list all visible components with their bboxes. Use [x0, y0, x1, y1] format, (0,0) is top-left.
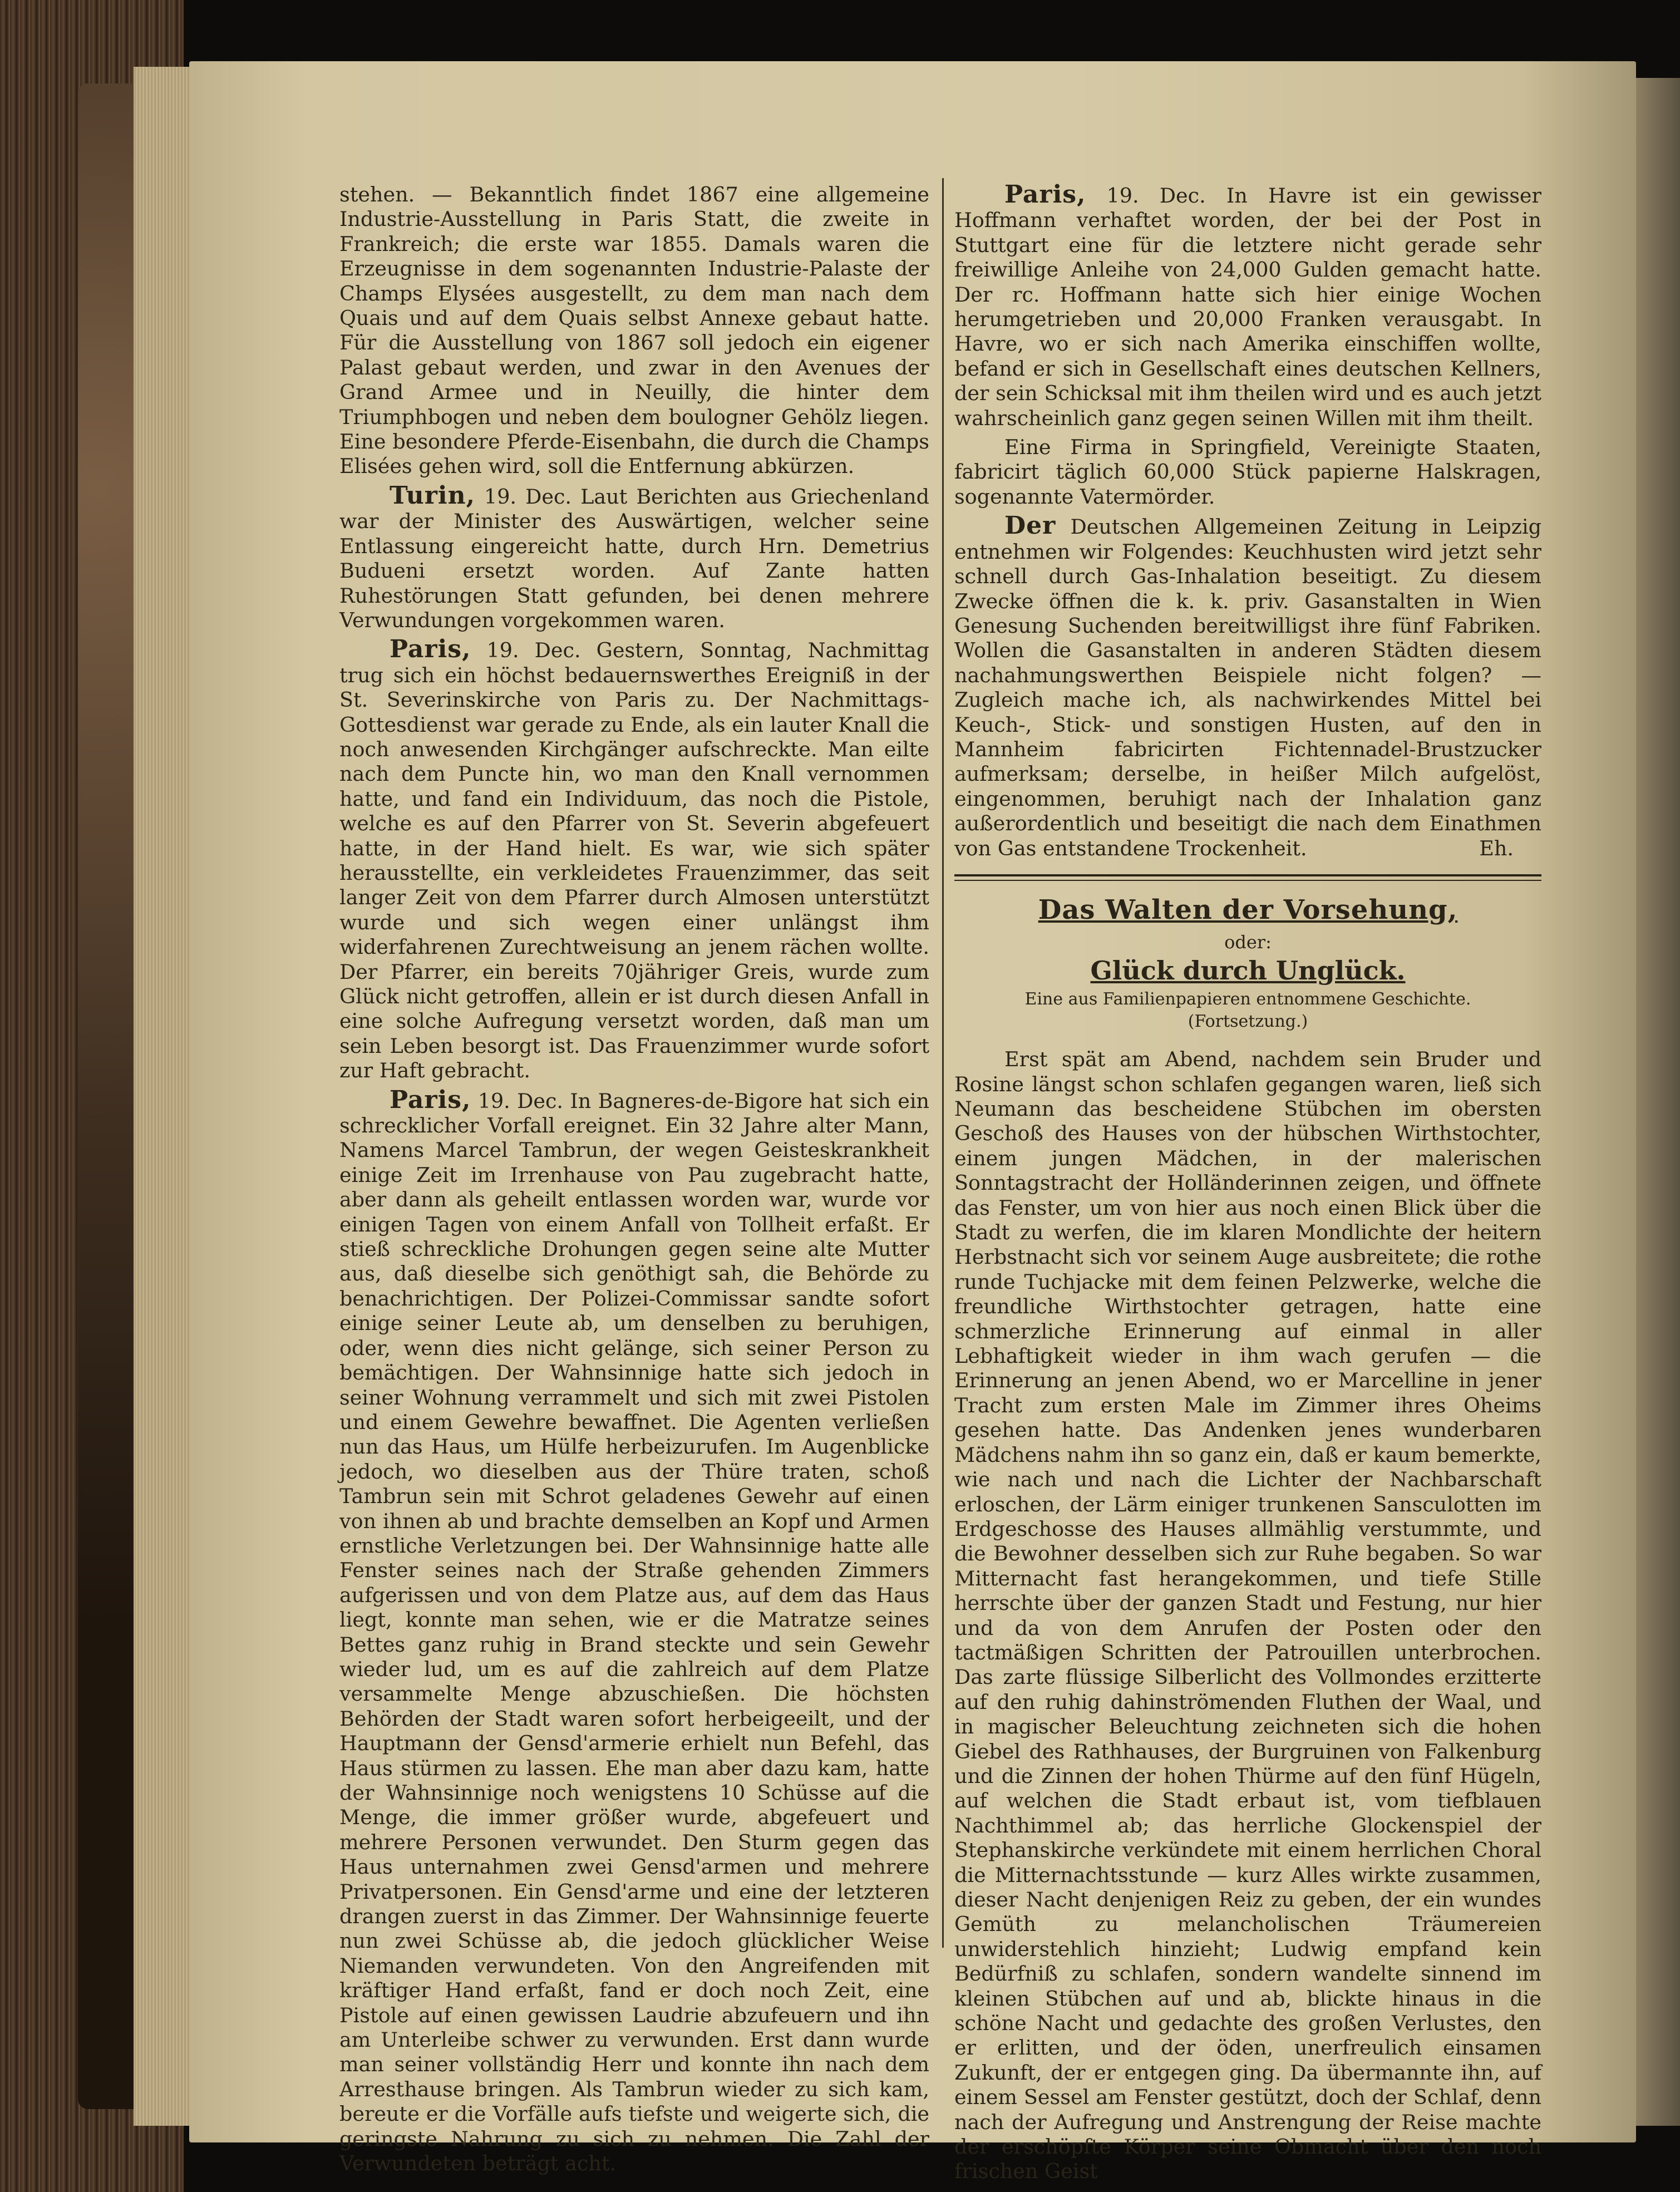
article-text: 19. Dec. Laut Berichten aus Griechenland war der Minister des Auswärtigen, welcher seine Entlassung eingereicht hatte, durch Hrn. Demetrius Budueni ersetzt worden. Auf Zante hatten Ruhestörungen Statt gefunden, bei denen mehrere Verwundungen vorgekommen waren.: [339, 484, 929, 632]
column-divider: [942, 178, 944, 1948]
article-text: 19. Dec. Gestern, Sonntag, Nachmittag trug sich ein höchst bedauernswerthes Ereigniß in der St. Severinskirche von Paris zu. Der Nachmittags-Gottesdienst war gerade zu Ende, als ein lauter Knall die noch anwesenden Kirchgänger aufschreckte. Man eilte nach dem Puncte hin, wo man den Knall vernommen hatte, und fand ein Individuum, das noch die Pistole, welche es auf den Pfarrer von St. Severin abgefeuert hatte, in der Hand hielt. Es war, wie sich später herausstellte, ein verkleidetes Frauenzimmer, das seit langer Zeit von dem Pfarrer durch Almosen unterstützt wurde und sich wegen einer unlängst ihm widerfahrenen Zurechtweisung an jenem rächen wollte. Der Pfarrer, ein bereits 70jähriger Greis, wurde zum Glück nicht getroffen, allein er ist durch diesen Anfall in eine solche Aufregung versetzt worden, daß man um sein Leben besorgt ist. Das Frauenzimmer wurde sofort zur Haft gebracht.: [339, 638, 929, 1083]
section-rule: [954, 874, 1541, 881]
article-text: 19. Dec. In Bagneres-de-Bigore hat sich ein schrecklicher Vorfall ereignet. Ein 32 Jahre alter Mann, Namens Marcel Tambrun, der wegen Geisteskrankheit einige Zeit im Irrenhause von Pau zugebracht hatte, aber dann als geheilt entlassen worden war, wurde vor einigen Tagen von einem Anfall von Tollheit erfaßt. Er stieß schreckliche Drohungen gegen seine alte Mutter aus, daß dieselbe sich genöthigt sah, die Behörde zu benachrichtigen. Der Polizei-Commissar sandte sofort einige seiner Leute ab, um denselben zu beruhigen, oder, wenn dies nicht gelänge, sich seiner Person zu bemächtigen. Der Wahnsinnige hatte sich jedoch in seiner Wohnung verrammelt und sich mit zwei Pistolen und einem Gewehre bewaffnet. Die Agenten verließen nun das Haus, um Hülfe herbeizurufen. Im Augenblicke jedoch, wo dieselben aus der Thüre traten, schoß Tambrun sein mit Schrot geladenes Gewehr auf einen von ihnen ab und brachte demselben an Kopf und Armen ernstliche Verletzungen bei. Der Wahnsinnige hatte alle Fenster seines nach der Straße gehenden Zimmers aufgerissen und von dem Platze aus, auf dem das Haus liegt, konnte man sehen, wie er die Matratze seines Bettes ganz ruhig in Brand steckte und sein Gewehr wieder lud, um es auf die zahlreich auf dem Platze versammelte Menge abzuschießen. Die höchsten Behörden der Stadt waren sofort herbeigeeilt, und der Hauptmann der Gensd'armerie erhielt nun Befehl, das Haus stürmen zu lassen. Ehe man aber dazu kam, hatte der Wahnsinnige noch wenigstens 10 Schüsse auf die Menge, die immer größer wurde, abgefeuert und mehrere Personen verwundet. Den Sturm gegen das Haus unternahmen zwei Gensd'armen und mehrere Privatpersonen. Ein Gensd'arme und eine der letzteren drangen zuerst in das Zimmer. Der Wahnsinnige feuerte nun zwei Schüsse ab, die jedoch glücklicher Weise Niemanden verwundeten. Von den Angreifenden mit kräftiger Hand erfaßt, fand er doch noch Zeit, eine Pistole auf einen gewissen Laudrie abzufeuern und ihn am Unterleibe schwer zu verwunden. Erst dann wurde man seiner vollständig Herr und konnte ihn nach dem Arresthause bringen. Als Tambrun wieder zu sich kam, bereute er die Vorfälle aufs tiefste und weigerte sich, die geringste Nahrung zu sich zu nehmen. Die Zahl der Verwundeten beträgt acht.: [339, 1088, 929, 2176]
story-continued: (Fortsetzung.): [1188, 1012, 1308, 1032]
article-text: Deutschen Allgemeinen Zeitung in Leipzig entnehmen wir Folgendes: Keuchhusten wird jetzt sehr schnell durch Gas-Inhalation beseitigt. Zu diesem Zwecke öffnen die k. k. priv. Gasanstalten in Wien Genesung Suchenden bereitwilligst ihre fünf Fabriken. Wollen die Gasanstalten in anderen Städten diesem nachahmungswerthen Beispiele nicht folgen? — Zugleich mache ich, als nachwirkendes Mittel bei Keuch-, Stick- und sonstigen Husten, auf den in Mannheim fabricirten Fichtennadel-Brustzucker aufmerksam; derselbe, in heißer Milch aufgelöst, eingenommen, beruhigt nach der Inhalation ganz außerordentlich und beseitigt die nach dem Einathmen von Gas entstandene Trockenheit.: [954, 515, 1542, 860]
article-paragraph: [339, 1085, 929, 2176]
author-signature: Eh.: [1479, 836, 1514, 860]
story-oder: oder:: [1224, 932, 1272, 953]
article-paragraph: [339, 637, 929, 1083]
article-paragraph: [339, 183, 929, 479]
story-text: Erst spät am Abend, nachdem sein Bruder und Rosine längst schon schlafen gegangen waren, ließ sich Neumann das bescheidene Stübchen im obersten Geschoß des Hauses von der hübschen Wirthstochter, einem jungen Mädchen, in der malerischen Sonntagstracht der Holländerinnen zeigen, und öffnete das Fenster, um von hier aus noch einen Blick über die Stadt zu werfen, die im klaren Mondlichte der heitern Herbstnacht sich vor seinem Auge ausbreitete; die rothe runde Tuchjacke mit dem feinen Pelzwerke, welche die freundliche Wirthstochter getragen, hatte eine schmerzliche Erinnerung auf einmal in aller Lebhaftigkeit wieder in ihm wach gerufen — die Erinnerung an jenen Abend, wo er Marcelline in jener Tracht zum ersten Male im Zimmer ihres Oheims gesehen hatte. Das Andenken jenes wunderbaren Mädchens nahm ihn so ganz ein, daß er kaum bemerkte, wie nach und nach die Lichter der Nachbarschaft erloschen, der Lärm einiger trunkenen Sansculotten im Erdgeschosse des Hauses allmählig verstummte, und die Bewohner desselben sich zur Ruhe begaben. So war Mitternacht fast herangekommen, und tiefe Stille herrschte über der ganzen Stadt und Festung, nur hier und da von dem Anrufen der Posten oder den tactmäßigen Schritten der Patrouillen unterbrochen. Das zarte flüssige Silberlicht des Vollmondes erzitterte auf den ruhig dahinströmenden Fluthen der Waal, und in magischer Beleuchtung zeichneten sich die hohen Giebel des Rathhauses, der Burgruinen von Falkenburg und die Zinnen der hohen Thürme auf den fünf Hügeln, auf welchen die Stadt erbaut ist, vom tiefblauen Nachthimmel ab; das herrliche Glockenspiel der Stephanskirche verkündete mit einem herrlichen Choral die Mitternachtsstunde — kurz Alles wirkte zusammen, dieser Nacht denjenigen Reiz zu geben, der ein wundes Gemüth zu melancholischen Träumereien unwiderstehlich hinzieht; Ludwig empfand kein Bedürfniß zu schlafen, sondern wandelte sinnend im kleinen Stübchen auf und ab, blickte hinaus in die schöne Nacht und gedachte des großen Verlustes, den er erlitten, und der öden, unerfreulich einsamen Zukunft, der er entgegen ging. Da übermannte ihn, auf einem Sessel am Fenster gestützt, doch der Schlaf, denn nach der Aufregung und Anstrengung der Reise machte der erschöpfte Körper seine Obmacht über den noch frischen Geist: [954, 1047, 1541, 2184]
left-column: [339, 178, 929, 2176]
story-title: Das Walten der Vorsehung,: [1038, 894, 1458, 925]
dateline: Paris,: [390, 635, 471, 664]
article-paragraph: [954, 511, 1542, 861]
article-paragraph: [339, 481, 929, 633]
story-source: Eine aus Familienpapieren entnommene Geschichte.: [1024, 989, 1471, 1009]
next-page-edge: [1636, 78, 1680, 2126]
dateline: Der: [1004, 511, 1056, 540]
dateline: Turin,: [390, 481, 475, 510]
article-text: 19. Dec. In Havre ist ein gewisser Hoffmann verhaftet worden, der bei der Post in Stuttgart eine für die letztere nicht gerade sehr freiwillige Anleihe von 24,000 Gulden gemacht hatte. Der rc. Hoffmann hatte sich hier einige Wochen herumgetrieben und 20,000 Franken verausgabt. In Havre, wo er sich nach Amerika einschiffen wollte, befand er sich in Gesellschaft eines deutschen Kellners, der sein Schicksal mit ihm theilen wird und es auch jetzt wahrscheinlich ganz gegen seinen Willen mit ihm theilt.: [954, 184, 1541, 430]
dateline: Paris,: [1004, 180, 1086, 209]
article-text: stehen. — Bekanntlich findet 1867 eine allgemeine Industrie-Ausstellung in Paris Statt, die zweite in Frankreich; die erste war 1855. Damals waren die Erzeugnisse in dem sogenannten Industrie-Palaste der Champs Elysées ausgestellt, zu dem man nach dem Quais und auf dem Quais selbst Annexe gebaut hatte. Für die Ausstellung von 1867 soll jedoch ein eigener Palast gebaut werden, und zwar in den Avenues der Grand Armee und in Neuilly, die hinter dem Triumphbogen und neben dem boulogner Gehölz liegen. Eine besondere Pferde-Eisenbahn, die durch die Champs Elisées gehen wird, soll die Entfernung abkürzen.: [339, 183, 929, 479]
article-paragraph: [954, 180, 1541, 431]
right-column: [954, 178, 1541, 2184]
dateline: Paris,: [390, 1085, 471, 1114]
article-text: Eine Firma in Springfield, Vereinigte Staaten, fabricirt täglich 60,000 Stück papierne Halskragen, sogenannte Vatermörder.: [954, 435, 1541, 509]
article-paragraph: [954, 435, 1541, 509]
story-subtitle: Glück durch Unglück.: [1090, 955, 1406, 986]
